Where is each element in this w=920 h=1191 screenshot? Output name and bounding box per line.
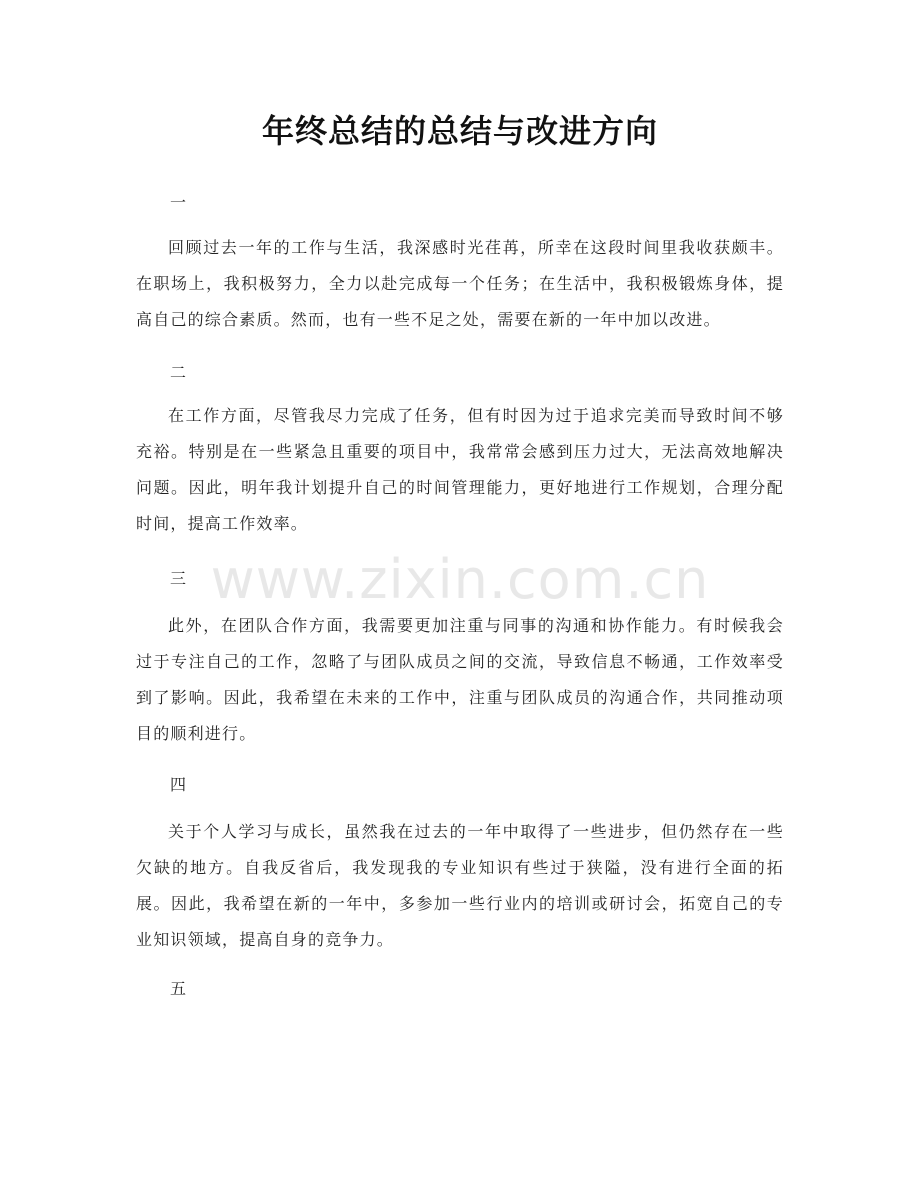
section-paragraph-4: 关于个人学习与成长，虽然我在过去的一年中取得了一些进步，但仍然存在一些欠缺的地方。自我反省后，我发现我的专业知识有些过于狭隘，没有进行全面的拓展。因此，我希望在新的一年中，多参加一些行业内的培训或研讨会，拓宽自己的专业知识领域，提高自身的竞争力。 [136,822,784,949]
section-paragraph-3: 此外，在团队合作方面，我需要更加注重与同事的沟通和协作能力。有时候我会过于专注自己的工作，忽略了与团队成员之间的交流，导致信息不畅通，工作效率受到了影响。因此，我希望在未来的工作中，注重与团队成员的沟通合作，共同推动项目的顺利进行。 [136,616,784,743]
section-heading-4: 四 [170,775,187,794]
section-heading-1: 一 [170,193,187,212]
section-paragraph-2: 在工作方面，尽管我尽力完成了任务，但有时因为过于追求完美而导致时间不够充裕。特别是在一些紧急且重要的项目中，我常常会感到压力过大，无法高效地解决问题。因此，明年我计划提升自己的时间管理能力，更好地进行工作规划，合理分配时间，提高工作效率。 [136,406,784,533]
section-heading-3: 三 [170,569,187,588]
watermark: www.zixin.com.cn [210,548,710,611]
section-heading-2: 二 [170,363,187,382]
section-paragraph-1: 回顾过去一年的工作与生活，我深感时光荏苒，所幸在这段时间里我收获颇丰。在职场上，我积极努力，全力以赴完成每一个任务；在生活中，我积极锻炼身体，提高自己的综合素质。然而，也有一些不足之处，需要在新的一年中加以改进。 [136,238,784,329]
page-title: 年终总结的总结与改进方向 [261,112,658,150]
section-heading-5: 五 [170,979,187,998]
